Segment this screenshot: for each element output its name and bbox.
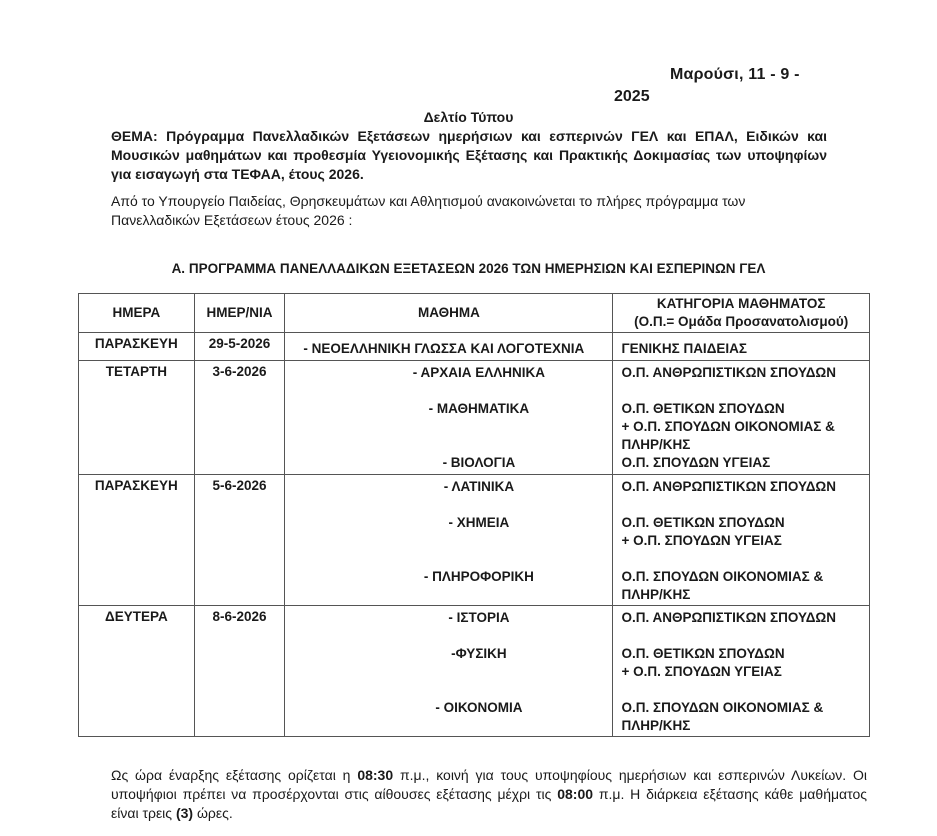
header-date: ΗΜΕΡ/ΝΙΑ	[194, 294, 285, 333]
cell-date: 5-6-2026	[194, 475, 285, 606]
arrival-time: 08:00	[557, 786, 594, 802]
table-header-row	[79, 294, 870, 333]
category-item: Ο.Π. ΣΠΟΥΔΩΝ ΟΙΚΟΝΟΜΙΑΣ &	[621, 700, 824, 715]
category-item: Ο.Π. ΘΕΤΙΚΩΝ ΣΠΟΥΔΩΝ	[621, 401, 785, 416]
category-item: ΠΛΗΡ/ΚΗΣ	[621, 437, 691, 452]
category-item: Ο.Π. ΘΕΤΙΚΩΝ ΣΠΟΥΔΩΝ	[621, 515, 785, 530]
subject-item: - ΟΙΚΟΝΟΜΙΑ	[435, 700, 523, 715]
cell-date: 8-6-2026	[194, 606, 285, 737]
subject-item: -ΦΥΣΙΚΗ	[451, 646, 507, 661]
cell-categories	[613, 361, 870, 475]
category-item: Ο.Π. ΘΕΤΙΚΩΝ ΣΠΟΥΔΩΝ	[621, 646, 785, 661]
cell-day: ΤΕΤΑΡΤΗ	[79, 361, 195, 475]
category-item: Ο.Π. ΣΠΟΥΔΩΝ ΟΙΚΟΝΟΜΙΑΣ &	[621, 569, 824, 584]
subject-item: - ΑΡΧΑΙΑ ΕΛΛΗΝΙΚΑ	[412, 365, 546, 380]
place-date: Μαρούσι, 11 - 9 -	[670, 66, 800, 83]
header-category-line1: ΚΑΤΗΓΟΡΙΑ ΜΑΘΗΜΑΤΟΣ	[656, 296, 826, 311]
table-row	[79, 333, 870, 361]
cell-day: ΔΕΥΤΕΡΑ	[79, 606, 195, 737]
exam-schedule-table	[78, 293, 870, 737]
category-item: + Ο.Π. ΣΠΟΥΔΩΝ ΥΓΕΙΑΣ	[621, 533, 782, 548]
header-day: ΗΜΕΡΑ	[79, 294, 195, 333]
date-year: 2025	[614, 88, 650, 105]
subject-item: - ΙΣΤΟΡΙΑ	[448, 610, 510, 625]
subject-item: - ΧΗΜΕΙΑ	[448, 515, 510, 530]
category-item: Ο.Π. ΣΠΟΥΔΩΝ ΥΓΕΙΑΣ	[621, 455, 771, 470]
document-type-title: Δελτίο Τύπου	[423, 109, 514, 125]
category-item: + Ο.Π. ΣΠΟΥΔΩΝ ΟΙΚΟΝΟΜΙΑΣ &	[621, 419, 835, 434]
cell-subjects	[285, 475, 613, 606]
category-item: Ο.Π. ΑΝΘΡΩΠΙΣΤΙΚΩΝ ΣΠΟΥΔΩΝ	[621, 610, 836, 625]
cell-subjects	[285, 361, 613, 475]
cell-day: ΠΑΡΑΣΚΕΥΗ	[79, 475, 195, 606]
start-time: 08:30	[357, 767, 394, 783]
cell-categories	[613, 475, 870, 606]
table-row	[79, 361, 870, 475]
header-subject: ΜΑΘΗΜΑ	[285, 294, 613, 333]
category-item: ΠΛΗΡ/ΚΗΣ	[621, 587, 691, 602]
subject-item: - ΠΛΗΡΟΦΟΡΙΚΗ	[423, 569, 534, 584]
subject-item: - ΜΑΘΗΜΑΤΙΚΑ	[428, 401, 530, 416]
cell-category: ΓΕΝΙΚΗΣ ΠΑΙΔΕΙΑΣ	[613, 333, 870, 361]
category-item: ΠΛΗΡ/ΚΗΣ	[621, 718, 691, 733]
table-row	[79, 475, 870, 606]
header-category-line2: (Ο.Π.= Ομάδα Προσανατολισμού)	[634, 314, 849, 329]
section-title: Α. ΠΡΟΓΡΑΜΜΑ ΠΑΝΕΛΛΑΔΙΚΩΝ ΕΞΕΤΑΣΕΩΝ 2026 ΤΩΝ ΗΜΕΡΗΣΙΩΝ ΚΑΙ ΕΣΠΕΡΙΝΩΝ ΓΕΛ	[171, 261, 766, 276]
header-category	[613, 294, 870, 333]
intro-paragraph: Από το Υπουργείο Παιδείας, Θρησκευμάτων και Αθλητισμού ανακοινώνεται το πλήρες πρόγραμμα των Πανελλαδικών Εξετάσεων έτους 2026 :	[111, 193, 746, 228]
subject-paragraph: ΘΕΜΑ: Πρόγραμμα Πανελλαδικών Εξετάσεων ημερήσιων και εσπερινών ΓΕΛ και ΕΠΑΛ, Ειδικών και Μουσικών μαθημάτων και προθεσμία Υγειονομικής Εξέτασης και Πρακτικής Δοκιμασίας των υποψηφίων για εισαγωγή στα ΤΕΦΑΑ, έτους 2026.	[111, 128, 827, 182]
category-item: + Ο.Π. ΣΠΟΥΔΩΝ ΥΓΕΙΑΣ	[621, 664, 782, 679]
table-row	[79, 606, 870, 737]
cell-subject: - ΝΕΟΕΛΛΗΝΙΚΗ ΓΛΩΣΣΑ ΚΑΙ ΛΟΓΟΤΕΧΝΙΑ	[285, 333, 613, 361]
exam-time-paragraph: Ως ώρα έναρξης εξέτασης ορίζεται η 08:30 π.μ., κοινή για τους υποψηφίους ημερήσιων και εσπερινών Λυκείων. Οι υποψήφιοι πρέπει να προσέρχονται στις αίθουσες εξέτασης μέχρι τις 08:00 π.μ. Η διάρκεια εξέτασης κάθε μαθήματος είναι τρεις (3) ώρες.	[111, 767, 868, 821]
subject-item: - ΒΙΟΛΟΓΙΑ	[442, 455, 516, 470]
cell-day: ΠΑΡΑΣΚΕΥΗ	[79, 333, 195, 361]
cell-date: 29-5-2026	[194, 333, 285, 361]
subject-item: - ΛΑΤΙΝΙΚΑ	[443, 479, 515, 494]
cell-subjects	[285, 606, 613, 737]
category-item: Ο.Π. ΑΝΘΡΩΠΙΣΤΙΚΩΝ ΣΠΟΥΔΩΝ	[621, 365, 836, 380]
cell-date: 3-6-2026	[194, 361, 285, 475]
cell-categories	[613, 606, 870, 737]
duration-hours: (3)	[175, 805, 194, 821]
category-item: Ο.Π. ΑΝΘΡΩΠΙΣΤΙΚΩΝ ΣΠΟΥΔΩΝ	[621, 479, 836, 494]
